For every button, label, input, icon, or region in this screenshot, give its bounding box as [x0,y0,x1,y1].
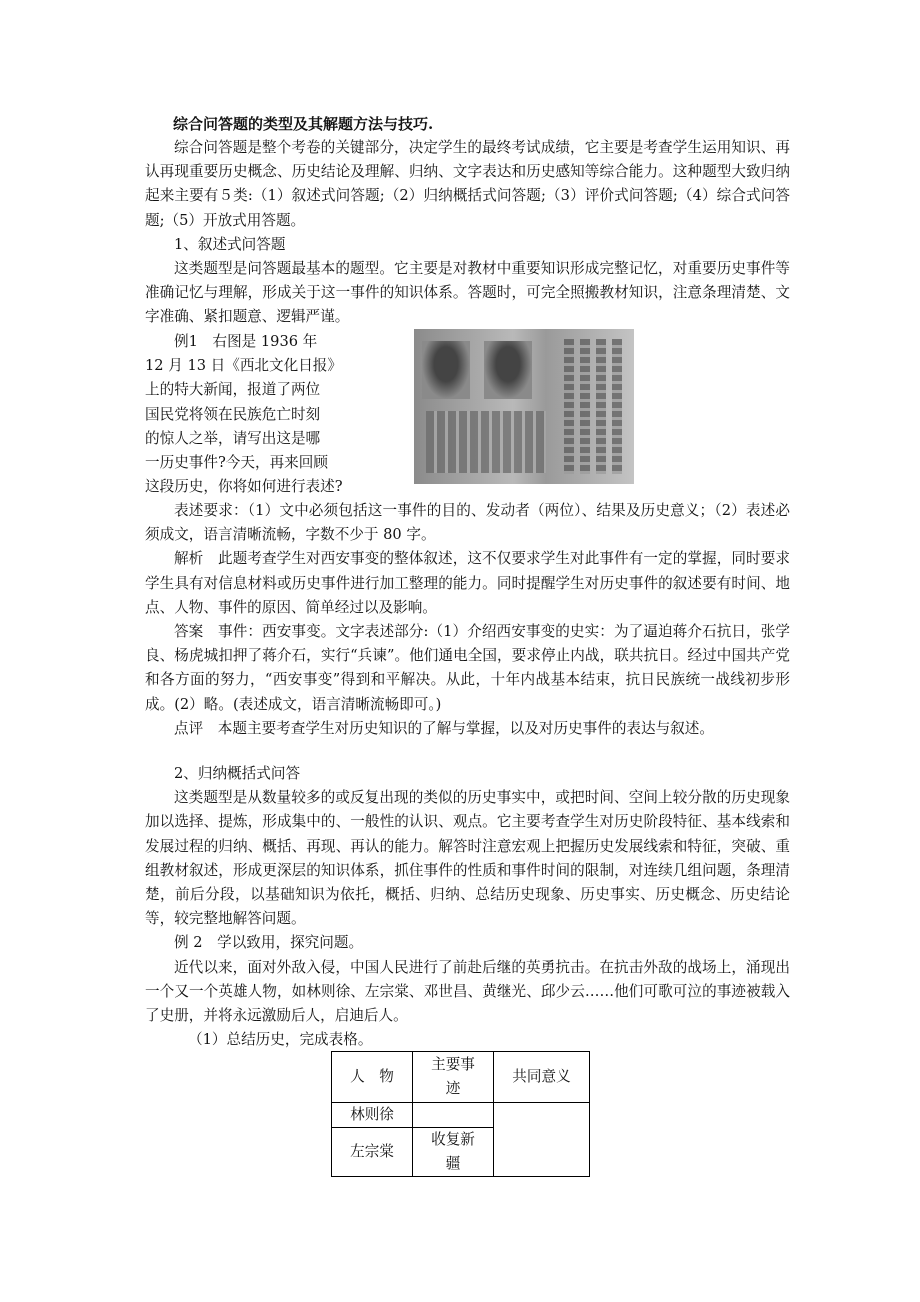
history-table [331,1051,590,1177]
example1-requirements: 表述要求：（1）文中必须包括这一事件的目的、发动者（两位）、结果及历史意义；（2）表述必须成文，语言清晰流畅，字数不少于 80 字。 [145,502,790,544]
example1-line: 的惊人之举，请写出这是哪 [145,429,321,447]
headline-column [612,339,622,474]
example2-question1: （1）总结历史，完成表格。 [188,1031,373,1049]
example2-heading: 例 2 学以致用，探究问题。 [174,934,364,952]
newspaper-text [426,411,546,473]
header-deed [413,1052,494,1103]
cell-meaning [494,1103,590,1177]
section2-heading: 2、归纳概括式问答 [174,765,301,782]
portrait-left [422,341,470,399]
newspaper-photo [414,329,634,484]
cell-person: 左宗棠 [332,1128,413,1177]
headline-column [564,339,574,474]
cell-deed-line: 收复新 [431,1131,475,1148]
cell-deed-line: 疆 [445,1155,461,1172]
example1-line: 12 月 13 日《西北文化日报》 [145,357,342,375]
headline-column [596,339,606,474]
headline-column [580,339,590,474]
section2-block [145,762,790,1052]
example1-body [145,499,790,741]
example1-answer: 答案 事件：西安事变。文字表述部分:（1）介绍西安事变的史实：为了逼迫蒋介石抗日，张学良、杨虎城扣押了蒋介石，实行“兵谏”。他们通电全国，要求停止内战，联共抗日。经过中国共产党和各方面的努力，“西安事变”得到和平解决。从此，十年内战基本结束，抗日民族统一战线初步形成。(2）略。(表述成文，语言清晰流畅即可。) [145,623,790,713]
cell-deed [413,1128,494,1177]
example1-line: 这段历史，你将如何进行表述? [145,478,343,496]
example1-line: 国民党将领在民族危亡时刻 [145,405,321,423]
cell-person: 林则徐 [332,1103,413,1128]
intro-paragraph: 综合问答题是整个考卷的关键部分，决定学生的最终考试成绩，它主要是考查学生运用知识、再认再现重要历史概念、历史结论及理解、归纳、文字表达和历史感知等综合能力。这种题型大致归纳起来主要有５类:（1）叙述式问答题;（2）归纳概括式问答题;（3）评价式问答题;（4）综合式问答题;（5）开放式用答题。 [145,139,790,229]
cell-deed [413,1103,494,1128]
section1-heading: 1、叙述式问答题 [174,235,286,253]
table-row [332,1103,590,1128]
document-title: 综合问答题的类型及其解题方法与技巧. [173,115,434,133]
portrait-right [484,341,532,399]
section2-description: 这类题型是从数量较多的或反复出现的类似的历史事实中，或把时间、空间上较分散的历史现象加以选择、提炼，形成集中的、一般性的认识、观点。它主要考查学生对历史阶段特征、基本线索和发展过程的归纳、概括、再现、再认的能力。解答时注意宏观上把握历史发展线索和特征，突破、重组教材叙述，形成更深层的知识体系，抓住事件的性质和事件时间的限制，对连续几组问题，条理清楚，前后分段，以基础知识为依托，概括、归纳、总结历史现象、历史事实、历史概念、历史结论等，较完整地解答问题。 [145,789,790,928]
example1-question [145,330,375,499]
table-header-row [332,1052,590,1103]
header-deed-line: 迹 [445,1080,461,1097]
example1-comment: 点评 本题主要考查学生对历史知识的了解与掌握，以及对历史事件的表达与叙述。 [174,719,714,737]
section1-description: 这类题型是问答题最基本的题型。它主要是对教材中重要知识形成完整记忆，对重要历史事件等准确记忆与理解，形成关于这一事件的知识体系。答题时，可完全照搬教材知识，注意条理清楚、文字准确、紧扣题意、逻辑严谨。 [145,260,790,326]
example1-line: 一历史事件?今天，再来回顾 [145,454,328,472]
header-meaning: 共同意义 [494,1052,590,1103]
header-deed-line: 主要事 [431,1056,475,1073]
example1-analysis: 解析 此题考查学生对西安事变的整体叙述，这不仅要求学生对此事件有一定的掌握，同时要求学生具有对信息材料或历史事件进行加工整理的能力。同时提醒学生对历史事件的叙述要有时间、地点、人物、事件的原因、简单经过以及影响。 [145,550,790,616]
example1-line: 上的特大新闻，报道了两位 [145,381,321,399]
example1-line: 例1 右图是 1936 年 [174,333,318,350]
example2-text: 近代以来，面对外敌入侵，中国人民进行了前赴后继的英勇抗击。在抗击外敌的战场上，涌现出一个又一个英雄人物，如林则徐、左宗棠、邓世昌、黄继光、邱少云……他们可歌可泣的事迹被载入了史册，并将永远激励后人，启迪后人。 [145,958,790,1025]
header-person: 人 物 [332,1052,413,1103]
intro-block [145,136,790,330]
